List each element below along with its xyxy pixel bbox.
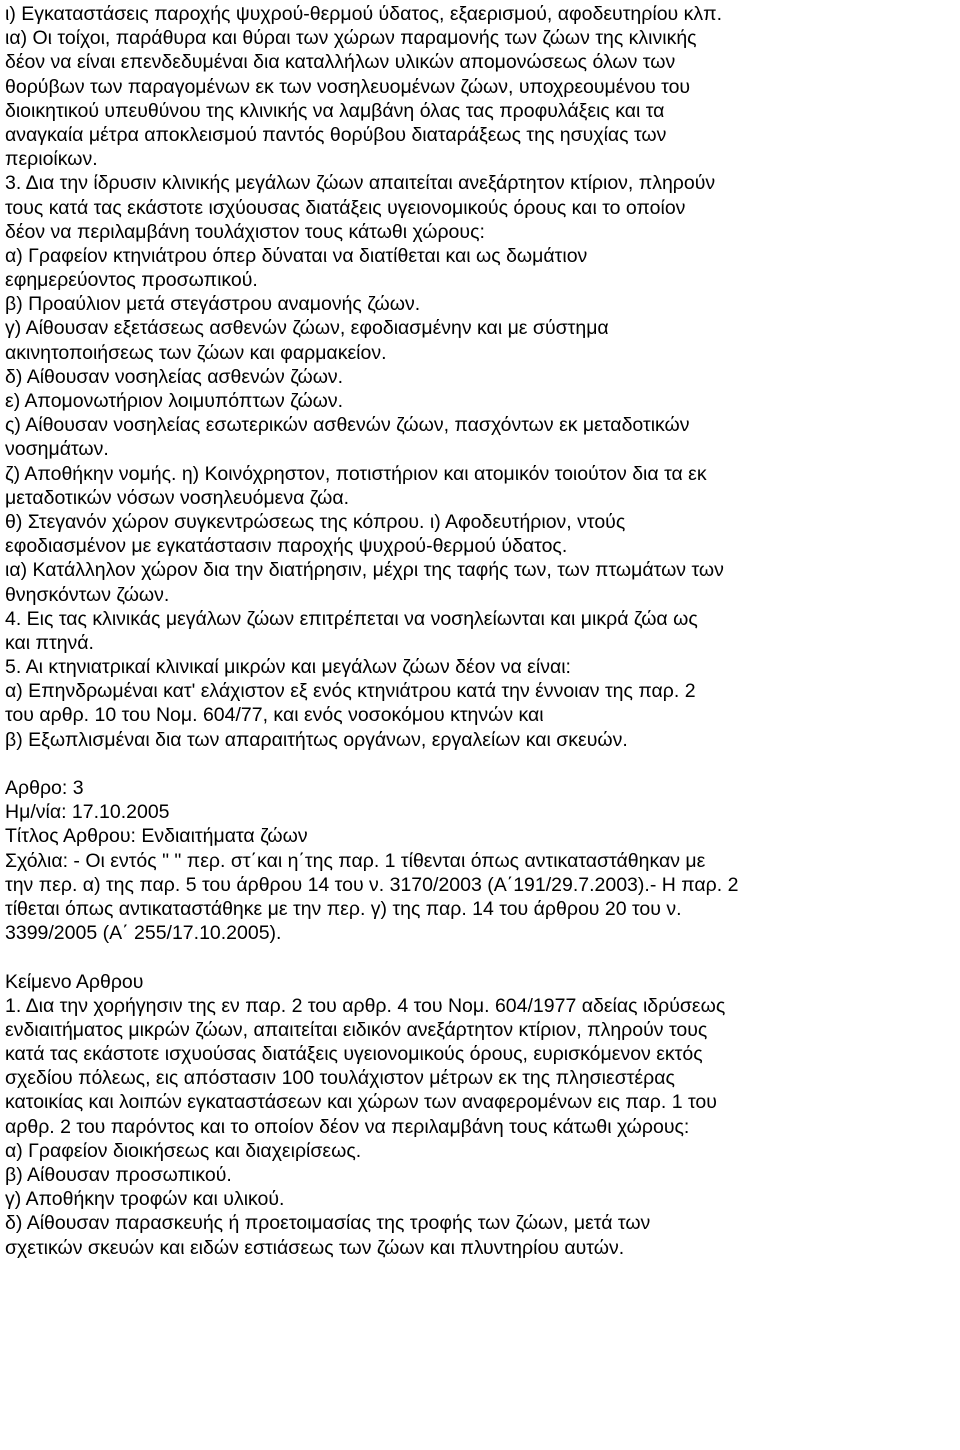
text-line: ς) Αίθουσαν νοσηλείας εσωτερικών ασθενών ζώων, πασχόντων εκ μεταδοτικών	[5, 414, 690, 437]
text-line: β) Προαύλιον μετά στεγάστρου αναμονής ζώων.	[5, 293, 421, 316]
text-line: δ) Αίθουσαν παρασκευής ή προετοιμασίας της τροφής των ζώων, μετά των	[5, 1212, 651, 1235]
text-line: διοικητικού υπευθύνου της κλινικής να λαμβάνη όλας τας προφυλάξεις και τα	[5, 99, 665, 122]
text-line: β) Αίθουσαν προσωπικού.	[5, 1164, 232, 1186]
document-page	[5, 2, 957, 1260]
text-line: δέον να είναι επενδεδυμέναι δια καταλλήλων υλικών απομονώσεως όλων των	[5, 51, 676, 74]
article-comment-line: Σχόλια: - Οι εντός " " περ. στ΄και η΄της παρ. 1 τίθενται όπως αντικαταστάθηκαν με	[5, 849, 706, 872]
article-number: Αρθρο: 3	[5, 777, 84, 799]
text-line: εφοδιασμένον με εγκατάστασιν παροχής ψυχρού-θερμού ύδατος.	[5, 535, 568, 558]
text-line: δ) Αίθουσαν νοσηλείας ασθενών ζώων.	[5, 365, 344, 388]
text-line: κατοικίας και λοιπών εγκαταστάσεων και χώρων των αναφερομένων εις παρ. 1 του	[5, 1091, 717, 1114]
text-line: β) Εξωπλισμέναι δια των απαραιτήτως οργάνων, εργαλείων και σκευών.	[5, 728, 628, 751]
article-comment-line: τίθεται όπως αντικαταστάθηκε με την περ. γ) της παρ. 14 του άρθρου 20 του ν.	[5, 897, 682, 920]
article-title: Τίτλος Αρθρου: Ενδιαιτήματα ζώων	[5, 825, 308, 848]
text-line: και πτηνά.	[5, 631, 94, 654]
text-line: τους κατά τας εκάστοτε ισχύουσας διατάξεις υγειονομικούς όρους και το οποίον	[5, 196, 686, 219]
text-line: α) Γραφείον κτηνιάτρου όπερ δύναται να διατίθεται και ως δωμάτιον	[5, 244, 588, 267]
article-date: Ημ/νία: 17.10.2005	[5, 801, 170, 824]
text-line: ζ) Αποθήκην νομής. η) Κοινόχρηστον, ποτιστήριον και ατομικόν τοιούτον δια τα εκ	[5, 462, 707, 485]
text-line: αναγκαία μέτρα αποκλεισμού παντός θορύβου διαταράξεως της ησυχίας των	[5, 123, 667, 146]
text-line: α) Γραφείον διοικήσεως και διαχειρίσεως.	[5, 1139, 362, 1162]
article-comment-line: την περ. α) της παρ. 5 του άρθρου 14 του ν. 3170/2003 (Α΄191/29.7.2003).- Η παρ. 2	[5, 873, 739, 896]
text-line: ακινητοποιήσεως των ζώων και φαρμακείον.	[5, 341, 387, 364]
paragraph-gap	[5, 945, 957, 969]
text-line: γ) Αίθουσαν εξετάσεως ασθενών ζώων, εφοδιασμένην και με σύστημα	[5, 317, 609, 340]
article-header	[5, 776, 957, 945]
paragraph-gap	[5, 752, 957, 776]
text-line: ια) Οι τοίχοι, παράθυρα και θύραι των χώρων παραμονής των ζώων της κλινικής	[5, 27, 697, 50]
text-line: 4. Εις τας κλινικάς μεγάλων ζώων επιτρέπεται να νοσηλείωνται και μικρά ζώα ως	[5, 607, 698, 630]
text-line: 1. Δια την χορήγησιν της εν παρ. 2 του αρθρ. 4 του Νομ. 604/1977 αδείας ιδρύσεως	[5, 994, 726, 1017]
text-line: ε) Απομονωτήριον λοιμυπόπτων ζώων.	[5, 390, 344, 412]
article-continuation-text	[5, 2, 957, 752]
text-line: γ) Αποθήκην τροφών και υλικού.	[5, 1188, 285, 1211]
text-line: ενδιαιτήματος μικρών ζώων, απαιτείται ειδικόν ανεξάρτητον κτίριον, πληρούν τους	[5, 1018, 708, 1041]
text-line: θ) Στεγανόν χώρον συγκεντρώσεως της κόπρου. ι) Αφοδευτήριον, ντούς	[5, 510, 626, 533]
text-line: θορύβων των παραγομένων εκ των νοσηλευομένων ζώων, υποχρεουμένου του	[5, 75, 691, 98]
text-line: θνησκόντων ζώων.	[5, 583, 170, 606]
text-line: αρθρ. 2 του παρόντος και το οποίον δέον να περιλαμβάνη τους κάτωθι χώρους:	[5, 1115, 690, 1138]
text-line: εφημερεύοντος προσωπικού.	[5, 269, 258, 292]
article-text-heading: Κείμενο Αρθρου	[5, 970, 144, 993]
article-comment-line: 3399/2005 (Α΄ 255/17.10.2005).	[5, 922, 282, 945]
text-line: σχετικών σκευών και ειδών εστιάσεως των ζώων και πλυντηρίου αυτών.	[5, 1236, 625, 1259]
text-line: μεταδοτικών νόσων νοσηλευόμενα ζώα.	[5, 486, 350, 509]
text-line: σχεδίου πόλεως, εις απόστασιν 100 τουλάχιστον μέτρων εκ της πλησιεστέρας	[5, 1067, 675, 1090]
text-line: νοσημάτων.	[5, 438, 109, 461]
article-text	[5, 970, 957, 1260]
text-line: ια) Κατάλληλον χώρον δια την διατήρησιν, μέχρι της ταφής των, των πτωμάτων των	[5, 559, 724, 582]
text-line: κατά τας εκάστοτε ισχυούσας διατάξεις υγειονομικούς όρους, ευρισκόμενον εκτός	[5, 1043, 703, 1066]
text-line: 3. Δια την ίδρυσιν κλινικής μεγάλων ζώων απαιτείται ανεξάρτητον κτίριον, πληρούν	[5, 172, 716, 195]
text-line: του αρθρ. 10 του Νομ. 604/77, και ενός νοσοκόμου κτηνών και	[5, 704, 544, 727]
text-line: ι) Εγκαταστάσεις παροχής ψυχρού-θερμού ύδατος, εξαερισμού, αφοδευτηρίου κλπ.	[5, 3, 722, 25]
text-line: 5. Αι κτηνιατρικαί κλινικαί μικρών και μεγάλων ζώων δέον να είναι:	[5, 656, 571, 679]
text-line: δέον να περιλαμβάνη τουλάχιστον τους κάτωθι χώρους:	[5, 220, 485, 243]
text-line: περιοίκων.	[5, 148, 98, 171]
text-line: α) Επηνδρωμέναι κατ' ελάχιστον εξ ενός κτηνιάτρου κατά την έννοιαν της παρ. 2	[5, 680, 696, 703]
